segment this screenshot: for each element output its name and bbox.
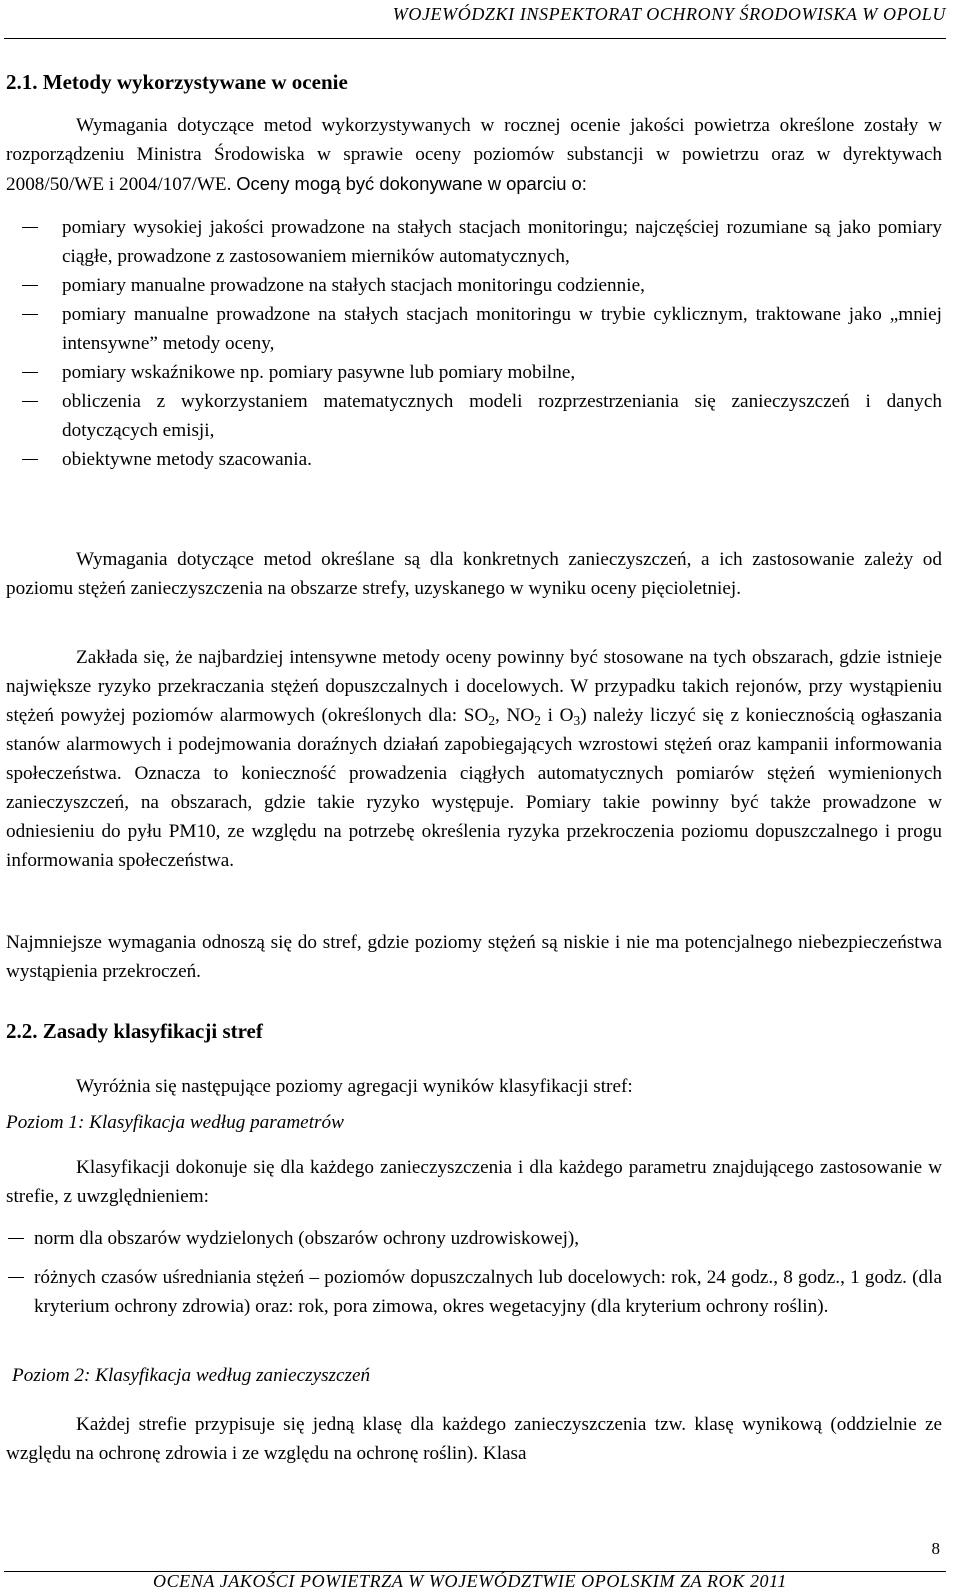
list-item-text: obliczenia z wykorzystaniem matematycznych modeli rozprzestrzeniania się zanieczyszczeń i danych dotyczących emisji, xyxy=(62,391,942,441)
intro-serif-text: Wymagania dotyczące metod wykorzystywanych w rocznej ocenie jakości powietrza określone zostały w rozporządzeniu Ministra Środowiska w sprawie oceny poziomów substancji w powietrzu oraz w dyrektywach 2008/50/WE i 2004/107/WE. xyxy=(6,115,942,195)
dash-bullet xyxy=(22,314,38,315)
subscript-so2: 2 xyxy=(488,713,496,729)
level-2-title: Poziom 2: Klasyfikacja według zanieczyszczeń xyxy=(12,1365,371,1386)
list-item xyxy=(0,445,942,474)
paragraph-minimal: Najmniejsze wymagania odnoszą się do stref, gdzie poziomy stężeń są niskie i nie ma potencjalnego niebezpieczeństwa wystąpienia przekroczeń. xyxy=(6,932,942,982)
subscript-no2: 2 xyxy=(534,713,541,729)
list-item-text: obiektywne metody szacowania. xyxy=(62,449,312,470)
dash-bullet xyxy=(22,372,38,373)
list-item xyxy=(0,387,942,445)
methods-list xyxy=(0,213,942,474)
list-item-text: pomiary wskaźnikowe np. pomiary pasywne lub pomiary mobilne, xyxy=(62,362,576,383)
paragraph-level-2: Każdej strefie przypisuje się jedną klasę dla każdego zanieczyszczenia tzw. klasę wynikową (oddzielnie ze względu na ochronę zdrowia i ze względu na ochronę roślin). Klasa xyxy=(6,1414,942,1464)
dash-bullet xyxy=(8,1238,24,1239)
intro-sans-text: Oceny mogą być dokonywane w oparciu o: xyxy=(236,173,587,194)
paragraph-intro xyxy=(6,111,942,199)
dash-bullet xyxy=(22,401,38,402)
list-item-text: norm dla obszarów wydzielonych (obszarów ochrony uzdrowiskowej), xyxy=(34,1228,580,1249)
paragraph-principle xyxy=(6,643,942,875)
list-item xyxy=(0,358,942,387)
level-1-list xyxy=(0,1224,942,1321)
paragraph-aggregation: Wyróżnia się następujące poziomy agregacji wyników klasyfikacji stref: xyxy=(76,1076,633,1097)
list-item-text: pomiary manualne prowadzone na stałych stacjach monitoringu codziennie, xyxy=(62,275,645,296)
principle-text-1: Zakłada się, że najbardziej intensywne metody oceny powinny być stosowane na tych obszarach, gdzie istnieje największe ryzyko przekraczania stężeń dopuszczalnych i docelowych. W przypadku takich rejonów, przy wystąpieniu stężeń powyżej poziomów alarmowych (określonych dla: SO xyxy=(6,647,942,726)
list-item-text: różnych czasów uśredniania stężeń – poziomów dopuszczalnych lub docelowych: rok, 24 godz., 8 godz., 1 godz. (dla kryterium ochrony zdrowia) oraz: rok, pora zimowa, okres wegetacyjny (dla kryterium ochrony roślin). xyxy=(34,1267,942,1317)
running-header: WOJEWÓDZKI INSPEKTORAT OCHRONY ŚRODOWISKA W OPOLU xyxy=(392,4,946,24)
running-footer: OCENA JAKOŚCI POWIETRZA W WOJEWÓDZTWIE OPOLSKIM ZA ROK 2011 xyxy=(152,1571,788,1591)
dash-bullet xyxy=(22,227,38,228)
list-item xyxy=(0,271,942,300)
section-heading-2-2: 2.2. Zasady klasyfikacji stref xyxy=(6,1019,263,1043)
list-item xyxy=(0,213,942,271)
paragraph-level-1: Klasyfikacji dokonuje się dla każdego zanieczyszczenia i dla każdego parametru znajdującego zastosowanie w strefie, z uwzględnieniem: xyxy=(6,1157,942,1207)
paragraph-requirements: Wymagania dotyczące metod określane są dla konkretnych zanieczyszczeń, a ich zastosowanie zależy od poziomu stężeń zanieczyszczenia na obszarze strefy, uzyskanego w wyniku oceny pięcioletniej. xyxy=(6,549,942,599)
header-rule xyxy=(4,38,946,39)
list-item-text: pomiary wysokiej jakości prowadzone na stałych stacjach monitoringu; najczęściej rozumiane są jako pomiary ciągłe, prowadzone z zastosowaniem mierników automatycznych, xyxy=(62,217,942,267)
subscript-o3: 3 xyxy=(573,713,581,729)
level-1-title: Poziom 1: Klasyfikacja według parametrów xyxy=(6,1112,344,1133)
list-item xyxy=(0,300,942,358)
principle-sep-2: i O xyxy=(540,705,574,726)
principle-sep-1: , NO xyxy=(495,705,535,726)
dash-bullet xyxy=(8,1277,24,1278)
list-item xyxy=(0,1224,942,1253)
list-item xyxy=(0,1263,942,1321)
list-item-text: pomiary manualne prowadzone na stałych stacjach monitoringu w trybie cyklicznym, traktowane jako „mniej intensywne” metody oceny, xyxy=(62,304,942,354)
dash-bullet xyxy=(22,285,38,286)
dash-bullet xyxy=(22,459,38,460)
principle-text-2: ) należy liczyć się z koniecznością ogłaszania stanów alarmowych i podejmowania doraźnych działań zapobiegających wzrostowi stężeń oraz kampanii informowania społeczeństwa. Oznacza to konieczność prowadzenia ciągłych automatycznych pomiarów stężeń wymienionych zanieczyszczeń, na obszarach, gdzie takie ryzyko występuje. Pomiary takie powinny być także prowadzone w odniesieniu do pyłu PM10, ze względu na potrzebę określenia ryzyka przekroczenia poziomu dopuszczalnego i progu informowania społeczeństwa. xyxy=(6,705,943,871)
page-number: 8 xyxy=(931,1539,940,1558)
section-heading-2-1: 2.1. Metody wykorzystywane w ocenie xyxy=(6,70,348,94)
